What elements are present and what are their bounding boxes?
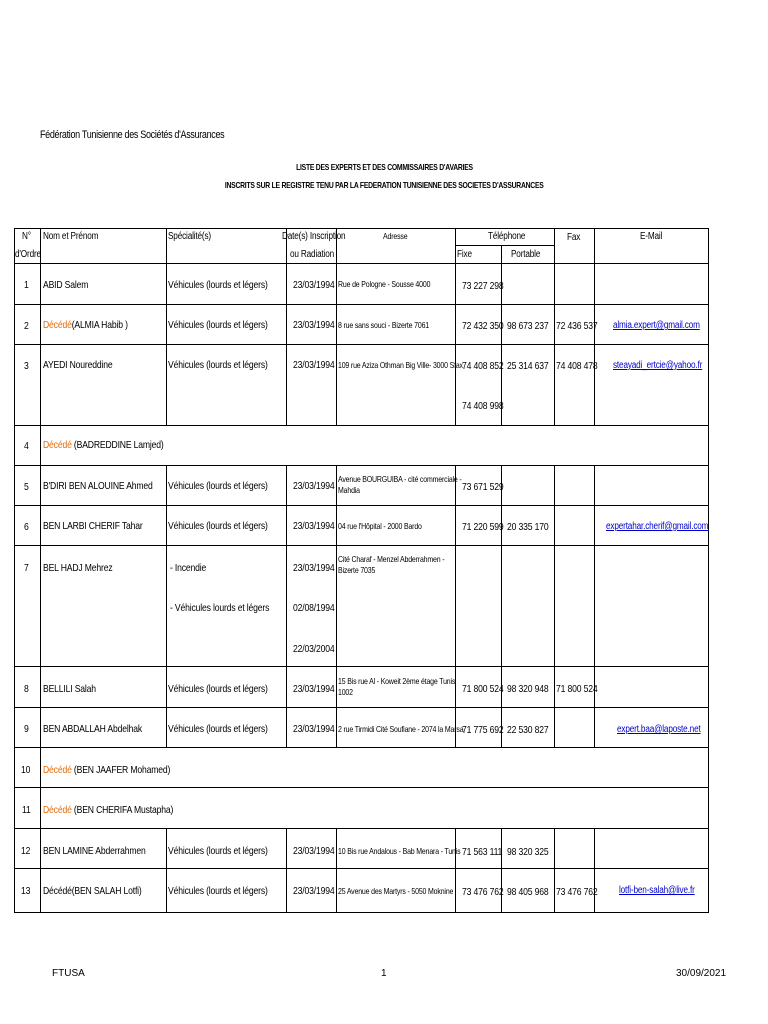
row-5-num: 5: [24, 481, 29, 493]
header-fax: Fax: [567, 232, 581, 243]
row-7-num: 7: [24, 562, 29, 574]
row-3-date: 23/03/1994: [293, 359, 335, 371]
col-line: [286, 828, 287, 912]
col-line: [40, 264, 41, 425]
row-2-name: (ALMIA Habib ): [71, 319, 128, 331]
row-3-portable: 25 314 637: [507, 360, 549, 372]
col-line: [455, 264, 456, 425]
row-line: [14, 666, 709, 667]
row-3-num: 3: [24, 360, 29, 372]
table-border-top: [14, 228, 596, 229]
row-7-specialty-2: - Véhicules lourds et légers: [170, 602, 270, 614]
col-line: [594, 465, 595, 747]
table-border-left: [14, 228, 15, 913]
col-line: [336, 828, 337, 912]
row-8-specialty: Véhicules (lourds et légers): [168, 683, 268, 695]
list-title-line2-text: INSCRITS SUR LE REGISTRE TENU PAR LA FEDERATION TUNISIENNE DES SOCIETES D'ASSURANCES: [224, 180, 544, 190]
row-5-fixe: 73 671 529: [462, 481, 504, 493]
row-7-specialty-1: - Incendie: [170, 562, 207, 574]
col-line: [166, 228, 167, 264]
row-5-address-line2: Mahdia: [338, 485, 360, 495]
col-line: [554, 828, 555, 912]
row-7-date-3: 22/03/2004: [293, 643, 335, 655]
row-line: [14, 465, 709, 466]
row-line: [14, 425, 709, 426]
col-line: [501, 465, 502, 747]
row-13-portable: 98 405 968: [507, 886, 549, 898]
row-9-address: 2 rue Tirmidi Cité Soufiane - 2074 la Marsa: [338, 724, 464, 734]
col-line: [40, 747, 41, 828]
row-9-specialty: Véhicules (lourds et légers): [168, 723, 268, 735]
row-13-name: Décédé(BEN SALAH Lotfi): [43, 885, 142, 897]
col-line: [554, 264, 555, 425]
row-12-name: BEN LAMINE Abderrahmen: [43, 845, 146, 857]
row-2-deceased-label: Décédé: [43, 319, 72, 331]
row-6-num: 6: [24, 521, 29, 533]
row-8-address-line1: 15 Bis rue Al - Koweit 2ème étage Tunis: [338, 676, 456, 686]
row-1-date: 23/03/1994: [293, 279, 335, 291]
row-line: [14, 707, 709, 708]
row-4-num: 4: [24, 440, 29, 452]
row-11-num: 11: [22, 804, 31, 816]
header-num-line1: N°: [22, 231, 31, 242]
row-8-name: BELLILI Salah: [43, 683, 96, 695]
header-date-line2: ou Radiation: [290, 249, 335, 260]
row-line: [14, 545, 709, 546]
row-3-fixe-2: 74 408 998: [462, 400, 504, 412]
row-1-specialty: Véhicules (lourds et légers): [168, 279, 268, 291]
header-specialty: Spécialité(s): [168, 231, 211, 242]
row-4-name: (BADREDDINE Lamjed): [71, 439, 164, 451]
row-13-date: 23/03/1994: [293, 885, 335, 897]
col-line: [554, 465, 555, 747]
row-9-fixe: 71 775 692: [462, 724, 504, 736]
col-line: [166, 264, 167, 425]
list-title-line1-text: LISTE DES EXPERTS ET DES COMMISSAIRES D'AVARIES: [295, 162, 473, 172]
header-portable: Portable: [511, 249, 541, 260]
row-line: [14, 868, 709, 869]
row-8-fixe: 71 800 524: [462, 683, 504, 695]
row-2-email-link[interactable]: almia.expert@gmail.com: [613, 320, 700, 331]
header-name: Nom et Prénom: [43, 231, 99, 242]
row-8-date: 23/03/1994: [293, 683, 335, 695]
row-4-deceased-label: Décédé: [43, 439, 72, 451]
row-line: [14, 344, 709, 345]
header-subline: [455, 245, 554, 246]
row-line: [14, 787, 709, 788]
footer-date: 30/09/2021: [676, 968, 727, 979]
row-7-name: BEL HADJ Mehrez: [43, 562, 113, 574]
row-10-name: (BEN JAAFER Mohamed): [71, 764, 171, 776]
col-line: [286, 465, 287, 747]
row-12-specialty: Véhicules (lourds et légers): [168, 845, 268, 857]
row-8-num: 8: [24, 683, 29, 695]
row-4-name-cell: [43, 439, 164, 451]
row-10-deceased-label: Décédé: [43, 764, 72, 776]
list-title-line2: [0, 180, 768, 190]
row-8-portable: 98 320 948: [507, 683, 549, 695]
row-5-address-line1: Avenue BOURGUIBA - cité commerciale -: [338, 474, 462, 484]
row-13-fax: 73 476 762: [556, 886, 598, 898]
footer-page-number: 1: [381, 968, 387, 979]
col-line: [594, 228, 595, 264]
row-6-address: 04 rue l'Hôpital - 2000 Bardo: [338, 521, 422, 531]
table-border-right: [708, 228, 709, 913]
col-line: [554, 228, 555, 264]
row-3-specialty: Véhicules (lourds et légers): [168, 359, 268, 371]
col-line: [501, 828, 502, 912]
row-13-specialty: Véhicules (lourds et légers): [168, 885, 268, 897]
row-12-address: 10 Bis rue Andalous - Bab Menara - Tunis: [338, 846, 461, 856]
row-line: [14, 304, 709, 305]
table-border-top: [596, 228, 709, 229]
header-date-line1: Date(s) Inscription: [282, 231, 346, 242]
col-line: [40, 425, 41, 465]
row-10-num: 10: [21, 764, 31, 776]
row-12-date: 23/03/1994: [293, 845, 335, 857]
col-line: [166, 828, 167, 912]
row-5-date: 23/03/1994: [293, 480, 335, 492]
col-line: [166, 465, 167, 747]
row-11-deceased-label: Décédé: [43, 804, 72, 816]
row-2-portable: 98 673 237: [507, 320, 549, 332]
row-7-date-1: 23/03/1994: [293, 562, 335, 574]
row-5-specialty: Véhicules (lourds et légers): [168, 480, 268, 492]
table-border-bottom: [14, 912, 709, 913]
row-2-date: 23/03/1994: [293, 319, 335, 331]
col-line: [40, 828, 41, 912]
row-5-name: B'DIRI BEN ALOUINE Ahmed: [43, 480, 153, 492]
row-12-fixe: 71 563 111: [462, 846, 503, 858]
row-2-name-cell: [43, 319, 128, 331]
row-1-name: ABID Salem: [43, 279, 89, 291]
header-bottom-line: [14, 263, 709, 264]
header-email: E-Mail: [640, 231, 663, 242]
row-9-date: 23/03/1994: [293, 723, 335, 735]
row-13-email-link[interactable]: lotfi-ben-salah@live.fr: [619, 885, 695, 896]
header-address: Adresse: [383, 231, 408, 241]
col-line: [594, 828, 595, 912]
row-6-portable: 20 335 170: [507, 521, 549, 533]
row-13-address: 25 Avenue des Martyrs - 5050 Moknine: [338, 886, 454, 896]
row-10-name-cell: [43, 764, 170, 776]
row-2-specialty: Véhicules (lourds et légers): [168, 319, 268, 331]
row-9-num: 9: [24, 723, 29, 735]
row-12-num: 12: [21, 845, 31, 857]
row-9-portable: 22 530 827: [507, 724, 549, 736]
row-6-date: 23/03/1994: [293, 520, 335, 532]
row-8-fax: 71 800 524: [556, 683, 598, 695]
row-3-address: 109 rue Aziza Othman Big Ville- 3000 Sfax: [338, 360, 463, 370]
header-fixe: Fixe: [457, 249, 472, 260]
row-13-num: 13: [21, 885, 31, 897]
row-6-specialty: Véhicules (lourds et légers): [168, 520, 268, 532]
row-9-email-link[interactable]: expert.baa@laposte.net: [617, 724, 701, 735]
col-line: [286, 264, 287, 425]
header-num-line2: d'Ordre: [15, 249, 41, 260]
row-2-fixe: 72 432 350: [462, 320, 504, 332]
row-line: [14, 505, 709, 506]
row-9-name: BEN ABDALLAH Abdelhak: [43, 723, 142, 735]
col-line: [501, 245, 502, 264]
row-7-address-line1: Cité Charaf - Menzel Abderrahmen -: [338, 554, 445, 564]
row-2-num: 2: [24, 320, 29, 332]
col-line: [336, 264, 337, 425]
row-6-name: BEN LARBI CHERIF Tahar: [43, 520, 143, 532]
row-1-num: 1: [24, 279, 29, 291]
col-line: [455, 828, 456, 912]
row-7-address-line2: Bizerte 7035: [338, 565, 376, 575]
row-2-address: 8 rue sans souci - Bizerte 7061: [338, 320, 430, 330]
organization-name: Fédération Tunisienne des Sociétés d'Assurances: [40, 129, 225, 141]
row-3-fixe: 74 408 852: [462, 360, 504, 372]
header-telephone: Téléphone: [488, 231, 526, 242]
row-3-name: AYEDI Noureddine: [43, 359, 113, 371]
row-1-fixe: 73 227 298: [462, 280, 504, 292]
row-1-address: Rue de Pologne - Sousse 4000: [338, 279, 431, 289]
col-line: [594, 264, 595, 425]
row-7-date-2: 02/08/1994: [293, 602, 335, 614]
footer-org: FTUSA: [52, 968, 85, 979]
col-line: [336, 465, 337, 747]
row-2-fax: 72 436 537: [556, 320, 598, 332]
row-8-address-line2: 1002: [338, 687, 353, 697]
row-line: [14, 747, 709, 748]
col-line: [455, 228, 456, 264]
row-11-name-cell: [43, 804, 173, 816]
row-11-name: (BEN CHERIFA Mustapha): [71, 804, 174, 816]
row-line: [14, 828, 709, 829]
row-6-fixe: 71 220 599: [462, 521, 504, 533]
row-3-fax: 74 408 478: [556, 360, 598, 372]
list-title-line1: [0, 162, 768, 172]
row-6-email-link[interactable]: expertahar.cherif@gmail.com: [606, 521, 709, 532]
col-line: [40, 465, 41, 747]
row-12-portable: 98 320 325: [507, 846, 549, 858]
row-3-email-link[interactable]: steayadi_ertcie@yahoo.fr: [613, 360, 703, 371]
col-line: [455, 465, 456, 747]
row-13-fixe: 73 476 762: [462, 886, 504, 898]
